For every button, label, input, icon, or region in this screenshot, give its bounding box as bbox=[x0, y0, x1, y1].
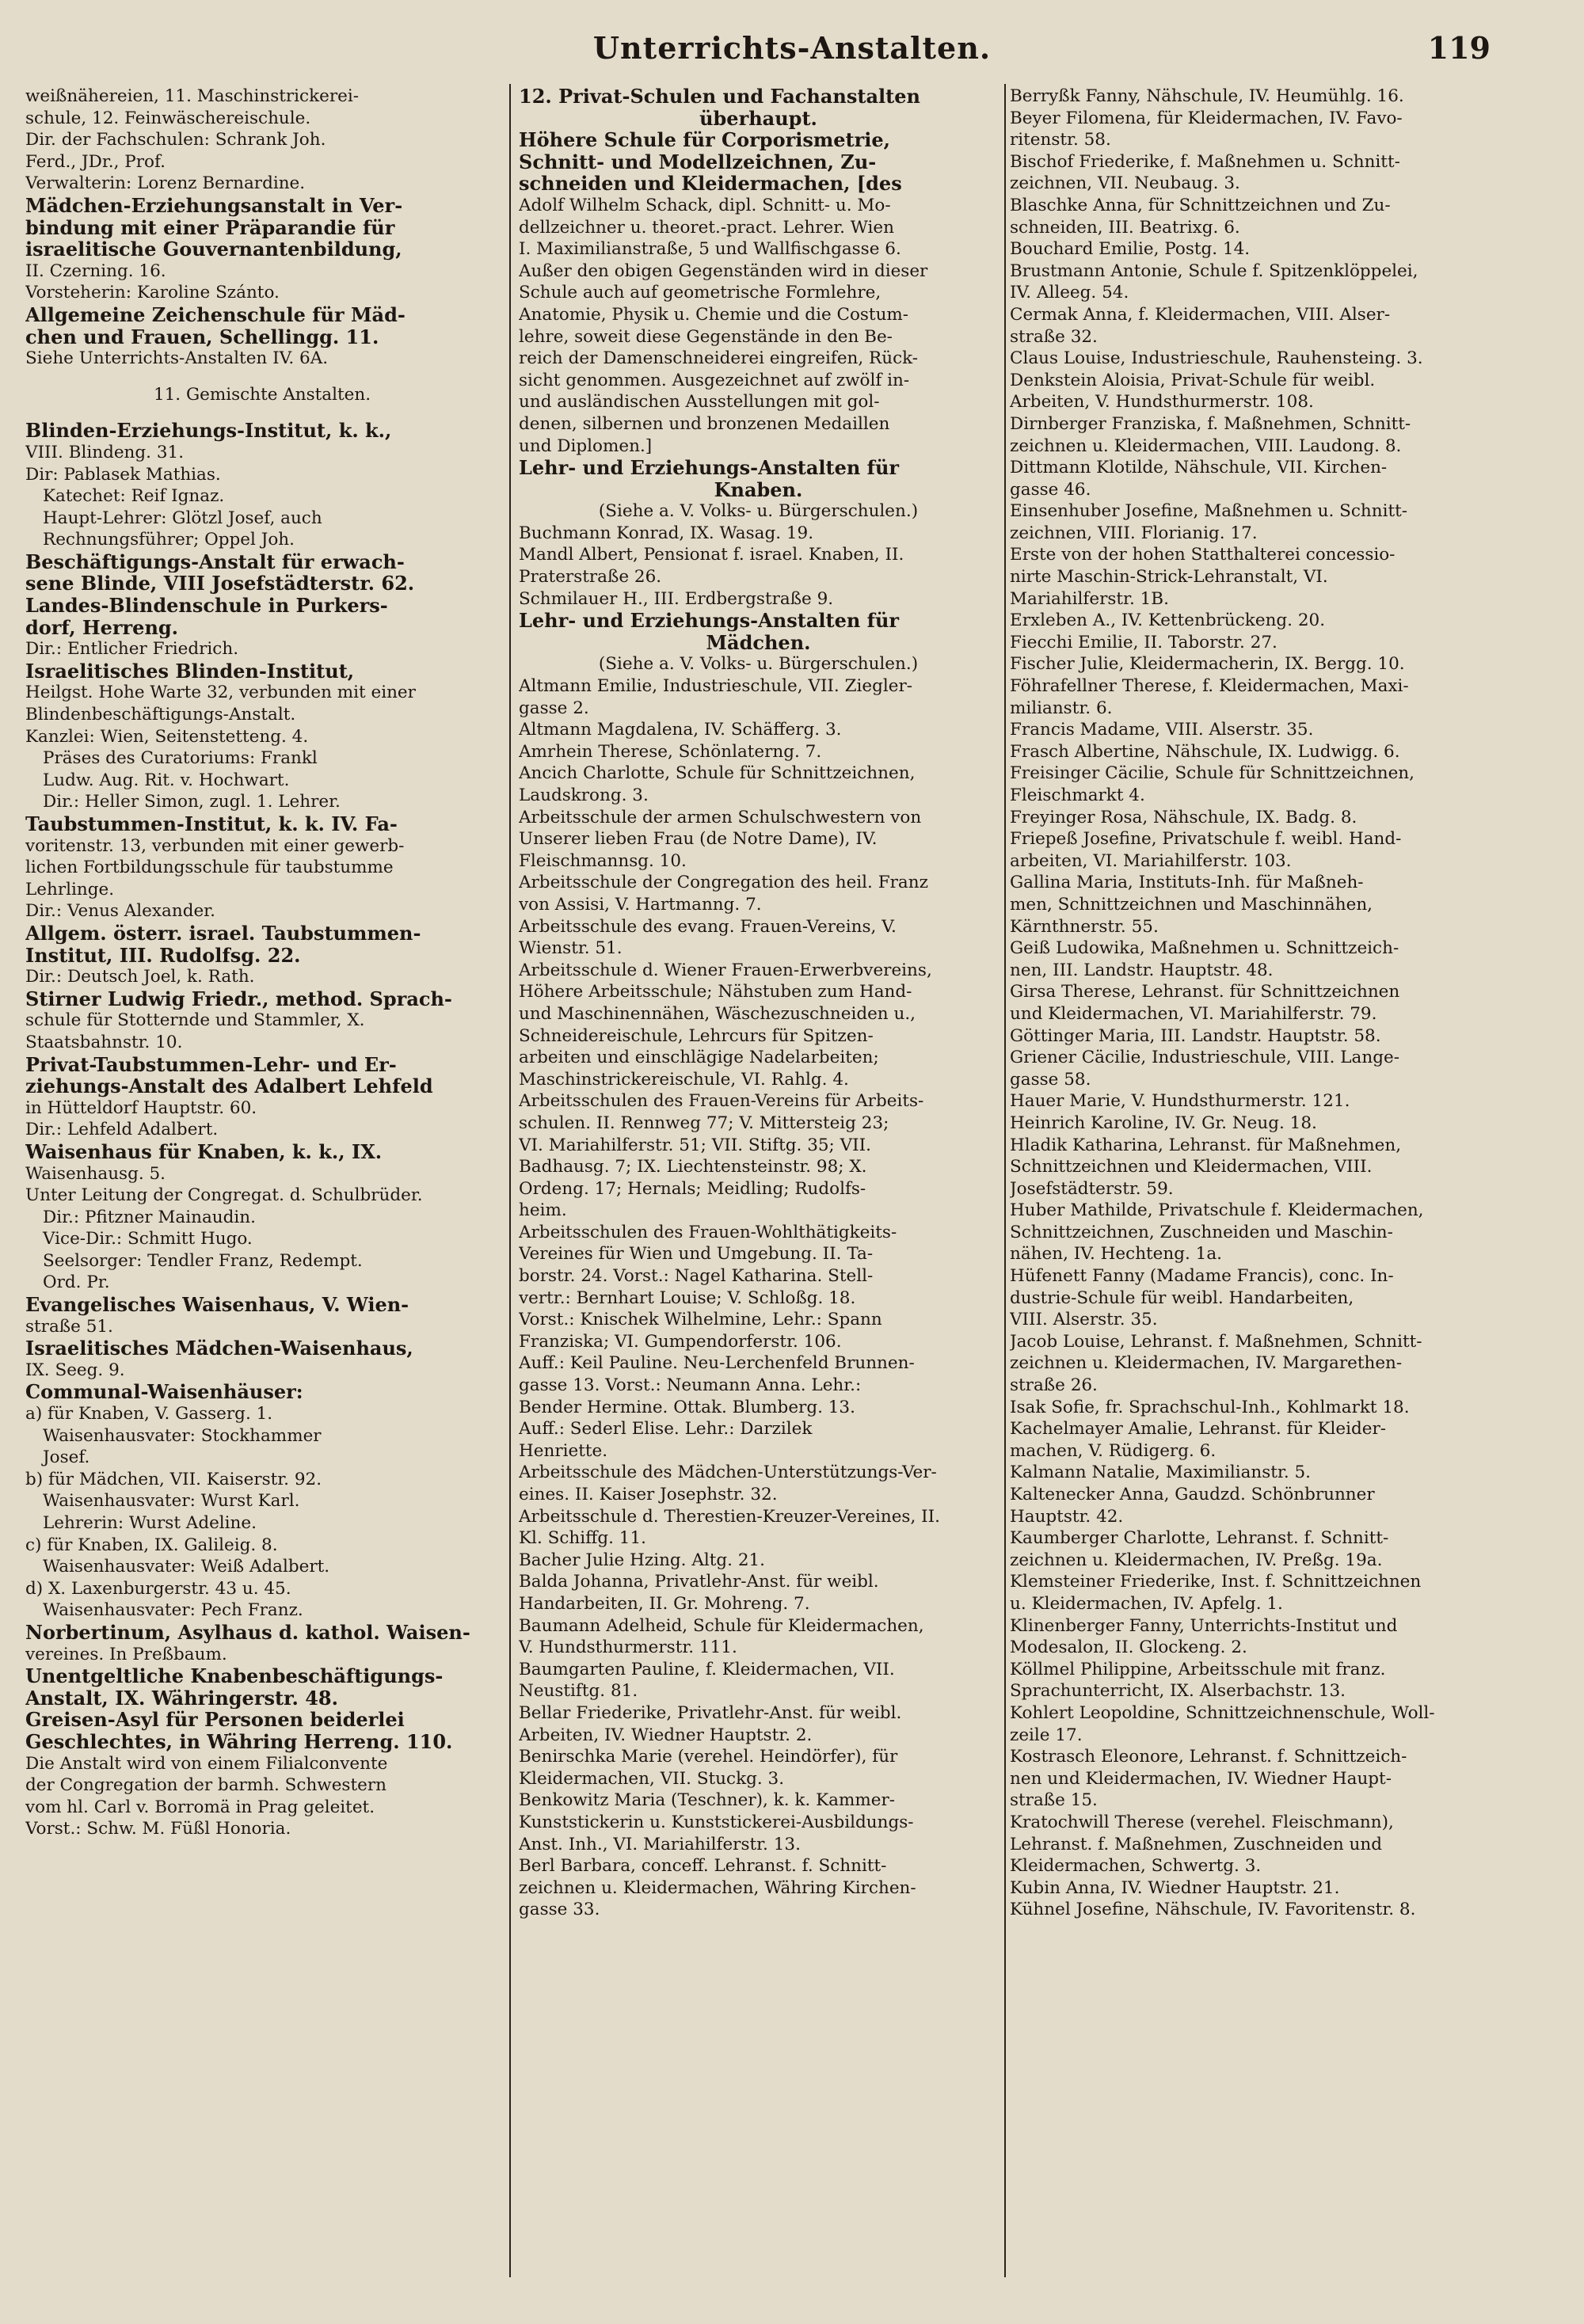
text-line: Benkowitz Maria (Teschner), k. k. Kammer- bbox=[519, 1790, 895, 1811]
text-line: chen und Frauen, Schellingg. 11. bbox=[25, 325, 379, 348]
text-line: schneiden, III. Beatrixg. 6. bbox=[1010, 217, 1240, 238]
text-line: Föhrafellner Therese, f. Kleidermachen, Maxi- bbox=[1010, 676, 1409, 697]
column-rule-2 bbox=[1004, 84, 1006, 2277]
text-line: Hladik Katharina, Lehranst. für Maßnehmen, bbox=[1010, 1135, 1402, 1155]
text-line: Ord. Pr. bbox=[43, 1272, 110, 1293]
text-line: Denkstein Aloisia, Privat-Schule für weibl. bbox=[1010, 370, 1376, 390]
text-line: Waisenhaus für Knaben, k. k., IX. bbox=[25, 1140, 383, 1163]
text-line: Vorst.: Knischek Wilhelmine, Lehr.: Spann bbox=[519, 1310, 882, 1330]
text-line: arbeiten und einschlägige Nadelarbeiten; bbox=[519, 1048, 879, 1068]
text-line: Auff.: Keil Pauline. Neu-Lerchenfeld Brunnen- bbox=[519, 1353, 915, 1374]
text-line: Arbeiten, V. Hundsthurmerstr. 108. bbox=[1010, 392, 1314, 413]
text-line: Laudskrong. 3. bbox=[519, 785, 649, 805]
text-line: Kostrasch Eleonore, Lehranst. f. Schnittzeich- bbox=[1010, 1747, 1407, 1767]
text-line: Fischer Julie, Kleidermacherin, IX. Bergg. 10. bbox=[1010, 654, 1405, 675]
text-line: Köllmel Philippine, Arbeitsschule mit franz. bbox=[1010, 1659, 1386, 1679]
text-line: Jacob Louise, Lehranst. f. Maßnehmen, Schnitt- bbox=[1010, 1331, 1422, 1352]
text-line: Mädchen. bbox=[706, 631, 811, 654]
text-line: schule, 12. Feinwäschereischule. bbox=[25, 108, 311, 128]
text-line: gasse 46. bbox=[1010, 479, 1091, 500]
text-line: Vice-Dir.: Schmitt Hugo. bbox=[43, 1229, 253, 1249]
page-number: 119 bbox=[1427, 30, 1491, 66]
text-line: Dittmann Klotilde, Nähschule, VII. Kirchen- bbox=[1010, 458, 1388, 478]
text-line: Francis Madame, VIII. Alserstr. 35. bbox=[1010, 720, 1314, 740]
text-line: heim. bbox=[519, 1200, 567, 1221]
text-line: dustrie-Schule für weibl. Handarbeiten, bbox=[1010, 1288, 1354, 1308]
text-line: Kratochwill Therese (verehel. Fleischmann), bbox=[1010, 1812, 1394, 1832]
text-line: Cermak Anna, f. Kleidermachen, VIII. Alser- bbox=[1010, 304, 1391, 325]
text-line: Blindenbeschäftigungs-Anstalt. bbox=[25, 705, 296, 725]
text-line: nen und Kleidermachen, IV. Wiedner Haupt- bbox=[1010, 1768, 1392, 1789]
text-line: Girsa Therese, Lehranst. für Schnittzeichnen bbox=[1010, 982, 1400, 1002]
text-line: Kachelmayer Amalie, Lehranst. für Kleider- bbox=[1010, 1419, 1387, 1440]
text-line: Vorsteherin: Karoline Szánto. bbox=[25, 283, 280, 303]
text-line: straße 15. bbox=[1010, 1790, 1098, 1811]
text-line: Katechet: Reif Ignaz. bbox=[43, 486, 225, 507]
text-line: Rechnungsführer; Oppel Joh. bbox=[43, 530, 295, 550]
text-line: c) für Knaben, IX. Galileig. 8. bbox=[25, 1535, 278, 1555]
text-line: Klemsteiner Friederike, Inst. f. Schnittzeichnen bbox=[1010, 1572, 1422, 1592]
text-line: Greisen-Asyl für Personen beiderlei bbox=[25, 1709, 405, 1731]
text-line: Griener Cäcilie, Industrieschule, VIII. Lange- bbox=[1010, 1048, 1399, 1068]
text-line: überhaupt. bbox=[699, 107, 817, 130]
text-line: Israelitisches Mädchen-Waisenhaus, bbox=[25, 1337, 413, 1360]
text-line bbox=[25, 405, 499, 420]
text-line: Erxleben A., IV. Kettenbrückeng. 20. bbox=[1010, 610, 1326, 631]
text-line: Kunststickerin u. Kunststickerei-Ausbildungs- bbox=[519, 1812, 914, 1832]
text-line: Gallina Maria, Instituts-Inh. für Maßneh- bbox=[1010, 873, 1364, 893]
text-line: Göttinger Maria, III. Landstr. Hauptstr. 58. bbox=[1010, 1025, 1381, 1046]
text-line: Anstalt, IX. Währingerstr. 48. bbox=[25, 1687, 338, 1710]
text-line: Wienstr. 51. bbox=[519, 938, 623, 959]
text-line: Altmann Magdalena, IV. Schäfferg. 3. bbox=[519, 720, 842, 740]
text-line: Baumgarten Pauline, f. Kleidermachen, VII. bbox=[519, 1659, 895, 1679]
text-line: Hauptstr. 42. bbox=[1010, 1506, 1124, 1527]
text-line: Unserer lieben Frau (de Notre Dame), IV. bbox=[519, 829, 878, 850]
text-line: von Assisi, V. Hartmanng. 7. bbox=[519, 894, 762, 915]
text-line: Waisenhausg. 5. bbox=[25, 1163, 166, 1184]
text-line: Blinden-Erziehungs-Institut, k. k., bbox=[25, 420, 392, 442]
text-line: Franziska; VI. Gumpendorferstr. 106. bbox=[519, 1331, 842, 1352]
text-line: zeichnen u. Kleidermachen, Währing Kirchen- bbox=[519, 1877, 916, 1898]
text-line: Badhausg. 7; IX. Liechtensteinstr. 98; X. bbox=[519, 1157, 867, 1177]
text-line: Vereines für Wien und Umgebung. II. Ta- bbox=[519, 1244, 874, 1265]
text-line: machen, V. Rüdigerg. 6. bbox=[1010, 1440, 1217, 1461]
text-line: gasse 13. Vorst.: Neumann Anna. Lehr.: bbox=[519, 1375, 862, 1396]
text-line: Ordeng. 17; Hernals; Meidling; Rudolfs- bbox=[519, 1178, 866, 1199]
text-line: zeichnen, VIII. Florianig. 17. bbox=[1010, 523, 1258, 543]
text-line: vom hl. Carl v. Borromä in Prag geleitet. bbox=[25, 1797, 375, 1817]
text-line: milianstr. 6. bbox=[1010, 698, 1113, 718]
text-line: Klinenberger Fanny, Unterrichts-Institut und bbox=[1010, 1615, 1398, 1636]
text-line: IX. Seeg. 9. bbox=[25, 1360, 125, 1380]
text-line: Benirschka Marie (verehel. Heindörfer), für bbox=[519, 1747, 898, 1767]
text-line: Balda Johanna, Privatlehr-Anst. für weibl. bbox=[519, 1572, 879, 1592]
text-line: Siehe Unterrichts-Anstalten IV. 6A. bbox=[25, 348, 329, 369]
text-line: lichen Fortbildungsschule für taubstumme bbox=[25, 858, 394, 878]
text-line: Anst. Inh., VI. Mariahilferstr. 13. bbox=[519, 1834, 801, 1854]
text-line: borstr. 24. Vorst.: Nagel Katharina. Stell- bbox=[519, 1266, 874, 1287]
text-line: (Siehe a. V. Volks- u. Bürgerschulen.) bbox=[598, 501, 919, 522]
text-line: VIII. Blindeng. 31. bbox=[25, 442, 185, 462]
text-line: men, Schnittzeichnen und Maschinnähen, bbox=[1010, 894, 1373, 915]
text-line: Staatsbahnstr. 10. bbox=[25, 1032, 183, 1052]
text-line: 11. Gemischte Anstalten. bbox=[153, 384, 371, 405]
text-line: und Kleidermachen, VI. Mariahilferstr. 79. bbox=[1010, 1003, 1377, 1024]
text-line: gasse 33. bbox=[519, 1900, 600, 1920]
text-line: Schnittzeichnen und Kleidermachen, VIII. bbox=[1010, 1157, 1373, 1177]
text-line: Stirner Ludwig Friedr., method. Sprach- bbox=[25, 987, 452, 1010]
text-line: Waisenhausvater: Wurst Karl. bbox=[43, 1491, 300, 1512]
text-line: Hauer Marie, V. Hundsthurmerstr. 121. bbox=[1010, 1091, 1350, 1112]
text-line: Dir.: Entlicher Friedrich. bbox=[25, 639, 239, 660]
text-line: Knaben. bbox=[714, 478, 803, 501]
text-line: Beschäftigungs-Anstalt für erwach- bbox=[25, 550, 405, 573]
text-line: Arbeitsschule d. Therestien-Kreuzer-Vereines, II. bbox=[519, 1506, 940, 1527]
text-line: Dir. der Fachschulen: Schrank Joh. bbox=[25, 130, 326, 150]
text-line: zeile 17. bbox=[1010, 1725, 1083, 1745]
text-line: ziehungs-Anstalt des Adalbert Lehfeld bbox=[25, 1075, 433, 1097]
text-line: Arbeiten, IV. Wiedner Hauptstr. 2. bbox=[519, 1725, 813, 1745]
text-line: Bischof Friederike, f. Maßnehmen u. Schnitt- bbox=[1010, 151, 1400, 172]
text-line: schule für Stotternde und Stammler, X. bbox=[25, 1010, 365, 1031]
text-line: Israelitisches Blinden-Institut, bbox=[25, 660, 355, 683]
text-line: Altmann Emilie, Industrieschule, VII. Ziegler- bbox=[519, 676, 913, 697]
column-right bbox=[1010, 86, 1513, 2303]
text-line: Unentgeltliche Knabenbeschäftigungs- bbox=[25, 1665, 444, 1687]
text-line: Freyinger Rosa, Nähschule, IX. Badg. 8. bbox=[1010, 807, 1357, 827]
text-line: voritenstr. 13, verbunden mit einer gewerb- bbox=[25, 835, 405, 856]
text-line: Kubin Anna, IV. Wiedner Hauptstr. 21. bbox=[1010, 1877, 1340, 1898]
text-line: Communal-Waisenhäuser: bbox=[25, 1381, 303, 1404]
text-line: Verwalterin: Lorenz Bernardine. bbox=[25, 173, 306, 194]
text-line: nen, III. Landstr. Hauptstr. 48. bbox=[1010, 960, 1274, 980]
column-rule-1 bbox=[509, 84, 511, 2277]
text-line: Norbertinum, Asylhaus d. kathol. Waisen- bbox=[25, 1621, 470, 1644]
text-line: eines. II. Kaiser Josephstr. 32. bbox=[519, 1485, 778, 1504]
text-line: Waisenhausvater: Stockhammer bbox=[43, 1425, 322, 1446]
text-line: Dirnberger Franziska, f. Maßnehmen, Schnitt- bbox=[1010, 413, 1411, 434]
text-line: Josefstädterstr. 59. bbox=[1010, 1178, 1174, 1199]
text-line: Institut, III. Rudolfsg. 22. bbox=[25, 944, 301, 967]
text-line: (Siehe a. V. Volks- u. Bürgerschulen.) bbox=[598, 654, 919, 675]
text-line: Schnitt- und Modellzeichnen, Zu- bbox=[519, 150, 877, 173]
text-line: Kl. Schiffg. 11. bbox=[519, 1528, 646, 1549]
text-line: der Congregation der barmh. Schwestern bbox=[25, 1775, 386, 1796]
text-line: israelitische Gouvernantenbildung, bbox=[25, 238, 402, 261]
text-line: Kleidermachen, VII. Stuckg. 3. bbox=[519, 1768, 785, 1789]
text-line: Geiß Ludowika, Maßnehmen u. Schnittzeich- bbox=[1010, 938, 1399, 959]
text-line: Fleischmarkt 4. bbox=[1010, 785, 1145, 805]
text-line: Hüfenett Fanny (Madame Francis), conc. In- bbox=[1010, 1266, 1394, 1287]
text-line: Kaltenecker Anna, Gaudzd. Schönbrunner bbox=[1010, 1485, 1375, 1504]
text-line: Frasch Albertine, Nähschule, IX. Ludwigg. 6. bbox=[1010, 741, 1400, 762]
text-line: Mariahilferstr. 1B. bbox=[1010, 588, 1169, 609]
text-line: Dir.: Deutsch Joel, k. Rath. bbox=[25, 967, 255, 987]
text-line: Mädchen-Erziehungsanstalt in Ver- bbox=[25, 194, 403, 217]
text-line: vertr.: Bernhart Louise; V. Schloßg. 18. bbox=[519, 1288, 856, 1308]
text-line: Dir.: Venus Alexander. bbox=[25, 901, 215, 922]
text-line: Bellar Friederike, Privatlehr-Anst. für weibl. bbox=[519, 1702, 902, 1723]
text-line: Berryßk Fanny, Nähschule, IV. Heumühlg. 16. bbox=[1010, 86, 1404, 106]
text-line: Heilgst. Hohe Warte 32, verbunden mit einer bbox=[25, 683, 416, 703]
text-line: Auff.: Sederl Elise. Lehr.: Darzilek bbox=[519, 1419, 813, 1440]
text-line: Arbeitsschule des evang. Frauen-Vereins, V. bbox=[519, 916, 897, 937]
text-line: Haupt-Lehrer: Glötzl Josef, auch bbox=[43, 508, 322, 528]
text-line: Schule auch auf geometrische Formlehre, bbox=[519, 283, 881, 303]
text-line: Blaschke Anna, für Schnittzeichnen und Zu- bbox=[1010, 195, 1391, 215]
text-line: Dir.: Pfitzner Mainaudin. bbox=[43, 1207, 256, 1227]
text-line: Fiecchi Emilie, II. Taborstr. 27. bbox=[1010, 632, 1277, 652]
text-line: Neustiftg. 81. bbox=[519, 1681, 638, 1702]
text-line: Josef. bbox=[43, 1447, 90, 1468]
text-line: Kaumberger Charlotte, Lehranst. f. Schnitt- bbox=[1010, 1528, 1389, 1549]
text-line bbox=[25, 370, 499, 384]
text-line: Lehrlinge. bbox=[25, 879, 115, 900]
text-line: VIII. Alserstr. 35. bbox=[1010, 1310, 1158, 1330]
text-line: Claus Louise, Industrieschule, Rauhensteing. 3. bbox=[1010, 348, 1423, 369]
text-line: Fleischmannsg. 10. bbox=[519, 850, 687, 871]
text-line: Waisenhausvater: Weiß Adalbert. bbox=[43, 1557, 330, 1577]
text-line: dellzeichner u. theoret.-pract. Lehrer. Wien bbox=[519, 217, 894, 238]
text-line: Adolf Wilhelm Schack, dipl. Schnitt- u. Mo- bbox=[519, 195, 891, 215]
text-line: zeichnen, VII. Neubaug. 3. bbox=[1010, 173, 1240, 194]
text-line: schneiden und Kleidermachen, [des bbox=[519, 173, 902, 195]
text-line: reich der Damenschneiderei eingreifen, Rück- bbox=[519, 348, 919, 369]
text-line: Die Anstalt wird von einem Filialconvente bbox=[25, 1753, 388, 1774]
text-line: Kärnthnerstr. 55. bbox=[1010, 916, 1159, 937]
text-line: IV. Alleeg. 54. bbox=[1010, 283, 1129, 303]
text-line: Schneidereischule, Lehrcurs für Spitzen- bbox=[519, 1025, 874, 1046]
text-line: zeichnen u. Kleidermachen, IV. Preßg. 19a. bbox=[1010, 1550, 1383, 1570]
text-line: vereines. In Preßbaum. bbox=[25, 1644, 227, 1664]
text-line: V. Hundsthurmerstr. 111. bbox=[519, 1637, 737, 1658]
text-line: Privat-Taubstummen-Lehr- und Er- bbox=[25, 1053, 397, 1076]
text-line: Dir: Pablasek Mathias. bbox=[25, 464, 221, 485]
text-line: Ferd., JDr., Prof. bbox=[25, 151, 166, 172]
text-line: Landes-Blindenschule in Purkers- bbox=[25, 595, 388, 617]
text-line: straße 26. bbox=[1010, 1375, 1098, 1396]
text-line: zeichnen u. Kleidermachen, VIII. Laudong. 8. bbox=[1010, 436, 1402, 456]
text-line: sicht genommen. Ausgezeichnet auf zwölf in- bbox=[519, 370, 910, 390]
text-line: Baumann Adelheid, Schule für Kleidermachen, bbox=[519, 1615, 924, 1636]
text-line: Arbeitsschulen des Frauen-Wohlthätigkeits- bbox=[519, 1222, 897, 1242]
text-line: b) für Mädchen, VII. Kaiserstr. 92. bbox=[25, 1469, 322, 1489]
text-line: Arbeitsschulen des Frauen-Vereins für Arbeits- bbox=[519, 1091, 924, 1112]
text-line: Buchmann Konrad, IX. Wasag. 19. bbox=[519, 523, 814, 543]
text-line: Bender Hermine. Ottak. Blumberg. 13. bbox=[519, 1397, 855, 1417]
text-line: I. Maximilianstraße, 5 und Wallfischgasse 6. bbox=[519, 239, 901, 260]
text-line: Lehr- und Erziehungs-Anstalten für bbox=[519, 457, 900, 479]
text-line: Mandl Albert, Pensionat f. israel. Knaben, II. bbox=[519, 545, 904, 565]
text-line: Heinrich Karoline, IV. Gr. Neug. 18. bbox=[1010, 1113, 1317, 1133]
text-line: Arbeitsschule d. Wiener Frauen-Erwerbvereins, bbox=[519, 960, 932, 980]
page-header bbox=[0, 30, 1584, 86]
text-line: Beyer Filomena, für Kleidermachen, IV. Favo- bbox=[1010, 108, 1403, 128]
text-line: Berl Barbara, conceff. Lehranst. f. Schnitt- bbox=[519, 1856, 887, 1877]
text-line: Lehr- und Erziehungs-Anstalten für bbox=[519, 610, 900, 632]
text-line: Freisinger Cäcilie, Schule für Schnittzeichnen, bbox=[1010, 763, 1415, 784]
text-line: Brustmann Antonie, Schule f. Spitzenklöppelei, bbox=[1010, 261, 1418, 281]
text-line: Friepeß Josefine, Privatschule f. weibl. Hand- bbox=[1010, 829, 1402, 850]
text-line: VI. Mariahilferstr. 51; VII. Stiftg. 35; VII. bbox=[519, 1135, 871, 1155]
text-line: straße 32. bbox=[1010, 326, 1098, 347]
text-line: Präses des Curatoriums: Frankl bbox=[43, 748, 318, 769]
text-line: Lehranst. f. Maßnehmen, Zuschneiden und bbox=[1010, 1834, 1383, 1854]
text-line: Dir.: Heller Simon, zugl. 1. Lehrer. bbox=[43, 792, 341, 812]
text-line: straße 51. bbox=[25, 1316, 113, 1337]
column-left bbox=[25, 86, 499, 2303]
text-line: bindung mit einer Präparandie für bbox=[25, 216, 395, 239]
text-line: Anatomie, Physik u. Chemie und die Costum- bbox=[519, 304, 909, 325]
text-line: Huber Mathilde, Privatschule f. Kleidermachen, bbox=[1010, 1200, 1424, 1221]
text-line: Allgem. österr. israel. Taubstummen- bbox=[25, 922, 421, 945]
text-line: Arbeitsschule der Congregation des heil. Franz bbox=[519, 873, 928, 893]
text-line: dorf, Herreng. bbox=[25, 616, 179, 639]
text-line: Einsenhuber Josefine, Maßnehmen u. Schnitt- bbox=[1010, 501, 1408, 522]
text-line: Ancich Charlotte, Schule für Schnittzeichnen, bbox=[519, 763, 916, 784]
text-line: Kanzlei: Wien, Seitenstetteng. 4. bbox=[25, 726, 309, 747]
text-line: Kohlert Leopoldine, Schnittzeichnenschule, Woll- bbox=[1010, 1702, 1435, 1723]
text-line: Evangelisches Waisenhaus, V. Wien- bbox=[25, 1294, 409, 1316]
text-line: 12. Privat-Schulen und Fachanstalten bbox=[519, 86, 920, 108]
text-line: weißnähereien, 11. Maschinstrickerei- bbox=[25, 86, 359, 106]
text-line: II. Czerning. 16. bbox=[25, 261, 166, 281]
text-line: nirte Maschin-Strick-Lehranstalt, VI. bbox=[1010, 567, 1328, 588]
text-line: Allgemeine Zeichenschule für Mäd- bbox=[25, 303, 406, 326]
text-line: Taubstummen-Institut, k. k. IV. Fa- bbox=[25, 813, 398, 835]
text-line: Handarbeiten, II. Gr. Mohreng. 7. bbox=[519, 1593, 810, 1614]
text-line: a) für Knaben, V. Gasserg. 1. bbox=[25, 1404, 273, 1424]
text-line: Außer den obigen Gegenständen wird in dieser bbox=[519, 261, 928, 281]
text-line: und Diplomen.] bbox=[519, 436, 653, 456]
text-line: in Hütteldorf Hauptstr. 60. bbox=[25, 1097, 257, 1118]
text-line: Höhere Schule für Corporismetrie, bbox=[519, 129, 890, 151]
text-line: Praterstraße 26. bbox=[519, 567, 662, 588]
text-line: Waisenhausvater: Pech Franz. bbox=[43, 1600, 303, 1621]
text-line: Unter Leitung der Congregat. d. Schulbrüder. bbox=[25, 1185, 423, 1206]
text-line: Seelsorger: Tendler Franz, Redempt. bbox=[43, 1250, 363, 1271]
text-line: Kühnel Josefine, Nähschule, IV. Favoritenstr. 8. bbox=[1010, 1900, 1416, 1920]
text-line: und ausländischen Ausstellungen mit gol- bbox=[519, 392, 880, 413]
text-line: Arbeitsschule der armen Schulschwestern von bbox=[519, 807, 922, 827]
text-line: denen, silbernen und bronzenen Medaillen bbox=[519, 413, 890, 434]
text-line: ritenstr. 58. bbox=[1010, 130, 1111, 150]
text-line: zeichnen u. Kleidermachen, IV. Margarethen- bbox=[1010, 1353, 1403, 1374]
text-line: d) X. Laxenburgerstr. 43 u. 45. bbox=[25, 1578, 291, 1599]
text-line: Vorst.: Schw. M. Füßl Honoria. bbox=[25, 1819, 291, 1839]
text-line: nähen, IV. Hechteng. 1a. bbox=[1010, 1244, 1223, 1265]
text-line: Henriette. bbox=[519, 1440, 608, 1461]
text-line: Modesalon, II. Glockeng. 2. bbox=[1010, 1637, 1247, 1658]
text-line: gasse 58. bbox=[1010, 1069, 1091, 1090]
text-line: Maschinstrickereischule, VI. Rahlg. 4. bbox=[519, 1069, 849, 1090]
text-line: Bacher Julie Hzing. Altg. 21. bbox=[519, 1550, 766, 1570]
text-line: Isak Sofie, fr. Sprachschul-Inh., Kohlmarkt 18. bbox=[1010, 1397, 1410, 1417]
text-line: Schnittzeichnen, Zuschneiden und Maschin- bbox=[1010, 1222, 1393, 1242]
text-line: Amrhein Therese, Schönlaterng. 7. bbox=[519, 741, 822, 762]
text-line: Schmilauer H., III. Erdbergstraße 9. bbox=[519, 588, 834, 609]
text-line: Höhere Arbeitsschule; Nähstuben zum Hand- bbox=[519, 982, 912, 1002]
text-line: Dir.: Lehfeld Adalbert. bbox=[25, 1120, 219, 1140]
text-line: und Maschinennähen, Wäschezuschneiden u., bbox=[519, 1003, 916, 1024]
text-line: Sprachunterricht, IX. Alserbachstr. 13. bbox=[1010, 1681, 1346, 1702]
text-line: arbeiten, VI. Mariahilferstr. 103. bbox=[1010, 850, 1292, 871]
text-line: Geschlechtes, in Währing Herreng. 110. bbox=[25, 1730, 453, 1753]
text-line: Kalmann Natalie, Maximilianstr. 5. bbox=[1010, 1462, 1312, 1483]
text-line: Erste von der hohen Statthalterei concessio- bbox=[1010, 545, 1396, 565]
text-line: Kleidermachen, Schwertg. 3. bbox=[1010, 1856, 1262, 1877]
text-line: Ludw. Aug. Rit. v. Hochwart. bbox=[43, 770, 290, 790]
text-line: sene Blinde, VIII Josefstädterstr. 62. bbox=[25, 572, 415, 595]
text-line: Arbeitsschule des Mädchen-Unterstützungs-Ver- bbox=[519, 1462, 937, 1483]
text-line: gasse 2. bbox=[519, 698, 589, 718]
text-line: lehre, soweit diese Gegenstände in den Be- bbox=[519, 326, 893, 347]
text-line: u. Kleidermachen, IV. Apfelg. 1. bbox=[1010, 1593, 1283, 1614]
running-title: Unterrichts-Anstalten. bbox=[592, 30, 992, 66]
column-middle bbox=[519, 86, 998, 2303]
text-line: Bouchard Emilie, Postg. 14. bbox=[1010, 239, 1251, 260]
text-line: Lehrerin: Wurst Adeline. bbox=[43, 1513, 257, 1533]
text-line: schulen. II. Rennweg 77; V. Mittersteig 23; bbox=[519, 1113, 889, 1133]
